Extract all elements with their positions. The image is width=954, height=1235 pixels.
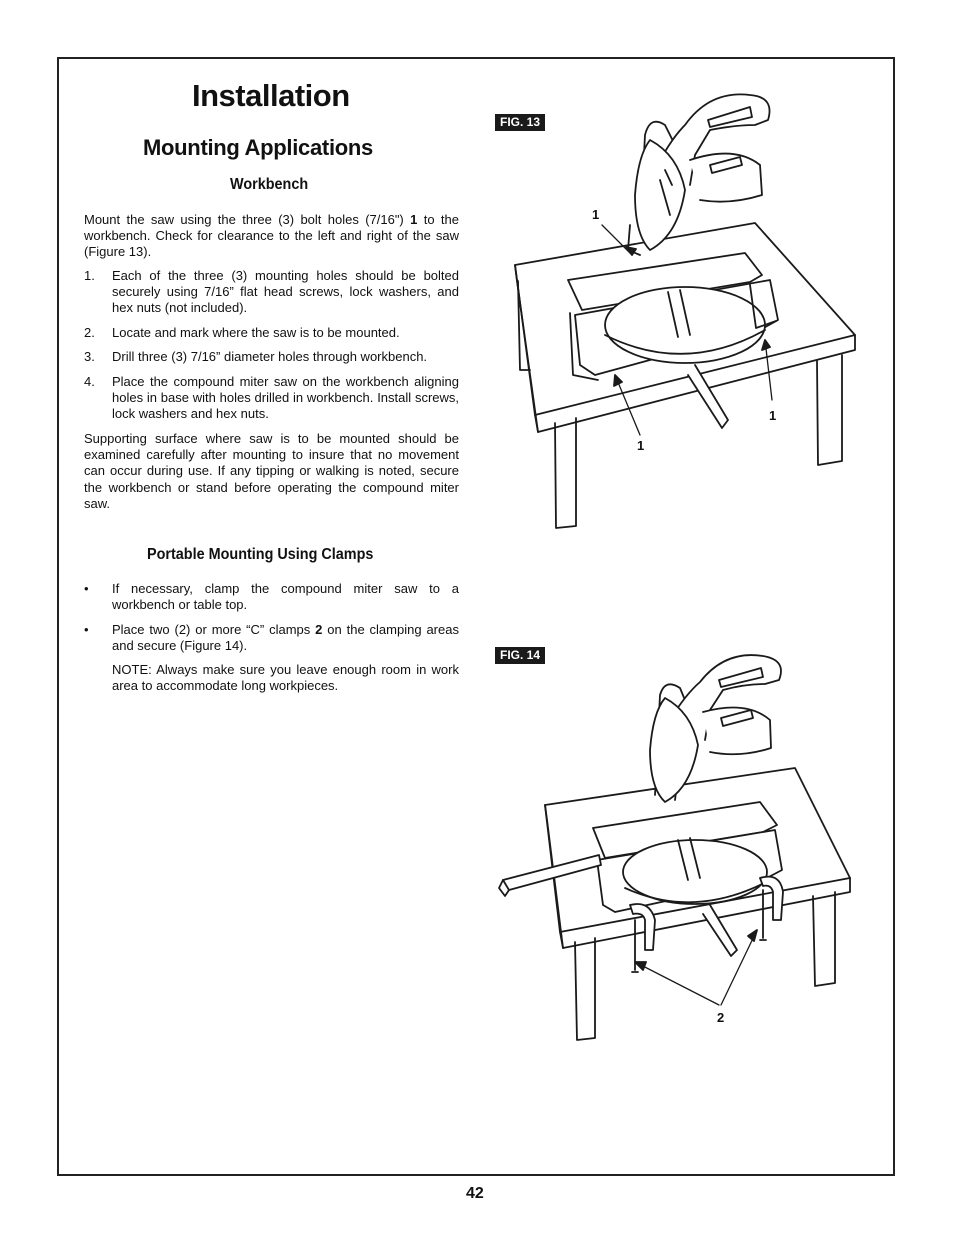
list-item [84,581,459,613]
fig13-callout-top: 1 [592,207,600,222]
support-paragraph: Supporting surface where saw is to be mounted should be examined carefully after mounting to insure that no movement can occur during use. If any tipping or walking is noted, secure the workbench or stand before operating the compound miter saw. [84,431,459,511]
list-text: Place the compound miter saw on the workbench aligning holes in base with holes drilled in workbench. Install screws, lock washers and hex nuts. [112,374,459,422]
fig13-illustration [500,85,870,535]
list-item [84,622,459,654]
note: NOTE: Always make sure you leave enough room in work area to accommodate long workpieces. [112,662,459,694]
bullet: • [84,622,89,637]
list-text: Place two (2) or more “C” clamps 2 on the clamping areas and secure (Figure 14). [112,622,459,654]
fig13-callout-bottom: 1 [637,438,645,453]
page-number: 42 [466,1185,484,1202]
fig13-callout-right: 1 [769,408,777,423]
fig14-label: FIG. 14 [495,647,545,664]
list-number: 4. [84,374,95,389]
bullet: • [84,581,89,596]
page-title: Installation [192,78,350,113]
clamps-heading: Portable Mounting Using Clamps [147,546,374,563]
fig14-illustration [495,650,865,1050]
list-text: Locate and mark where the saw is to be mounted. [112,325,400,340]
section-title: Mounting Applications [143,135,373,160]
list-item [84,268,459,317]
fig14-callout: 2 [717,1010,725,1025]
list-text: If necessary, clamp the compound miter saw to a workbench or table top. [112,581,459,613]
list-item [84,349,459,365]
list-number: 2. [84,325,95,340]
list-text: Each of the three (3) mounting holes should be bolted securely using 7/16” flat head screws, lock washers, and hex nuts (not included). [112,268,459,316]
list-item [84,374,459,423]
fig13-label: FIG. 13 [495,114,545,131]
list-item [84,325,459,341]
list-number: 1. [84,268,95,283]
workbench-intro: Mount the saw using the three (3) bolt holes (7/16") 1 to the workbench. Check for clearance to the left and right of the saw (Figure 13). [84,212,459,260]
workbench-heading: Workbench [230,176,309,193]
list-text: Drill three (3) 7/16” diameter holes through workbench. [112,349,428,364]
list-number: 3. [84,349,95,364]
